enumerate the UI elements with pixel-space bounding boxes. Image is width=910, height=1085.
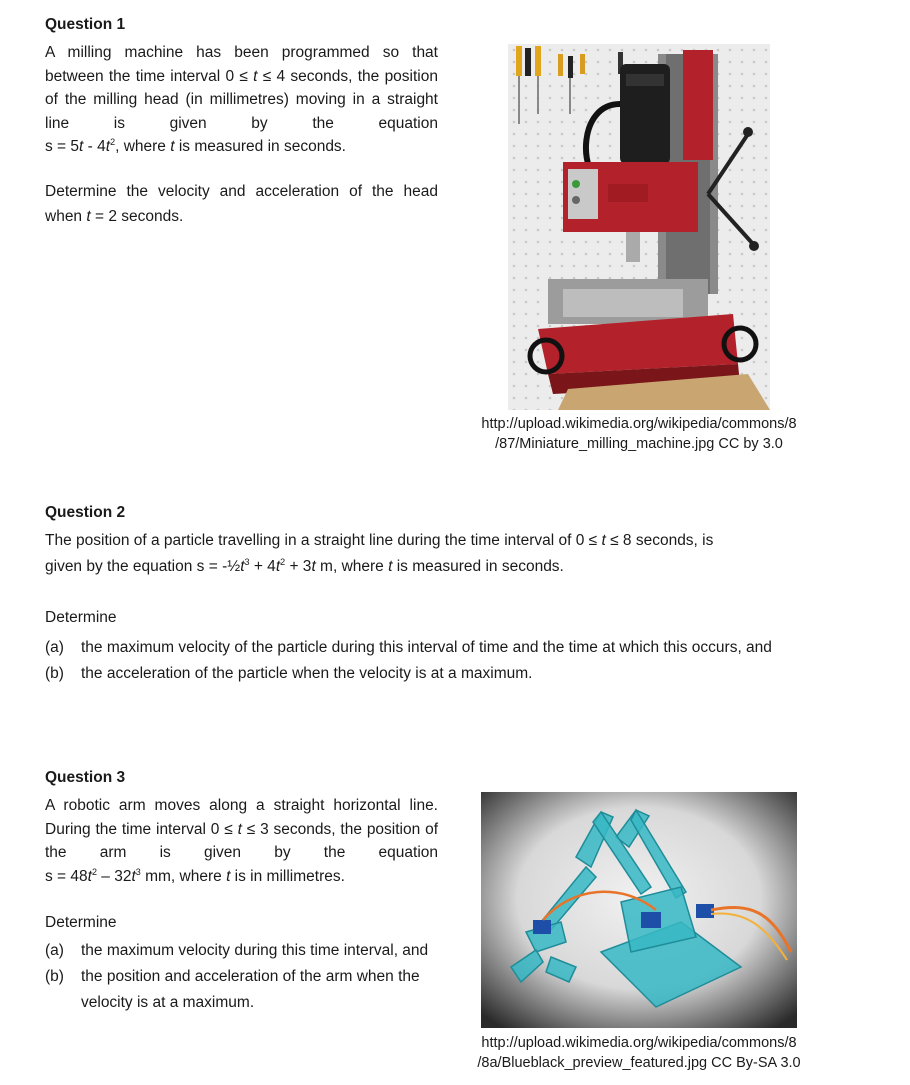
robotic-arm-caption [448, 1033, 830, 1073]
question-1-title: Question 1 [45, 16, 126, 33]
question-2-parts [45, 635, 822, 687]
caption-line-1: http://upload.wikimedia.org/wikipedia/commons/8 [481, 1035, 797, 1051]
question-2-title: Question 2 [45, 504, 126, 521]
question-3-title: Question 3 [45, 769, 126, 786]
question-2-part-a: (a) the maximum velocity of the particle during this interval of time and the time at which this occurs, and [45, 639, 772, 656]
caption-line-2: /87/Miniature_milling_machine.jpg CC by 3.0 [495, 436, 783, 452]
milling-machine-photo [508, 44, 770, 410]
question-2-determine: Determine [45, 609, 117, 626]
question-2-part-b: (b) the acceleration of the particle when the velocity is at a maximum. [45, 665, 533, 682]
question-3-statement: A robotic arm moves along a straight horizontal line. During the time interval 0 ≤ t ≤ 3 seconds, the position of the arm is given by the equation $s = 48t^2 - 32t^3$ mm, where t is in millimetres. [45, 797, 439, 885]
robotic-arm-illustration [481, 792, 797, 1028]
question-3-part-a: (a) the maximum velocity during this time interval, and [45, 942, 429, 959]
question-1-statement: A milling machine has been programmed so that between the time interval 0 ≤ t ≤ 4 seconds, the position of the milling head (in millimetres) moving in a straight line is given by the equation $s = 5t - 4t^2$, where t is measured in seconds. [45, 44, 438, 155]
question-1-task: Determine the velocity and acceleration of the head when t = 2 seconds. [45, 183, 438, 225]
caption-line-2: /8a/Blueblack_preview_featured.jpg CC By-SA 3.0 [477, 1055, 801, 1071]
milling-machine-caption [448, 414, 830, 454]
question-3-determine: Determine [45, 914, 117, 931]
robotic-arm-photo [481, 792, 797, 1028]
question-2-statement: The position of a particle travelling in a straight line during the time interval of 0 ≤ t ≤ 8 seconds, is given by the equation $s = -\frac{1}{2}t^3 + 4t^2 + 3t$ m, where t is measured in seconds. [45, 532, 714, 575]
caption-line-1: http://upload.wikimedia.org/wikipedia/commons/8 [481, 416, 797, 432]
question-3-parts [45, 938, 438, 1016]
milling-machine-illustration [508, 44, 770, 410]
question-3-part-b: (b) the position and acceleration of the arm when the velocity is at a maximum. [45, 968, 420, 1011]
